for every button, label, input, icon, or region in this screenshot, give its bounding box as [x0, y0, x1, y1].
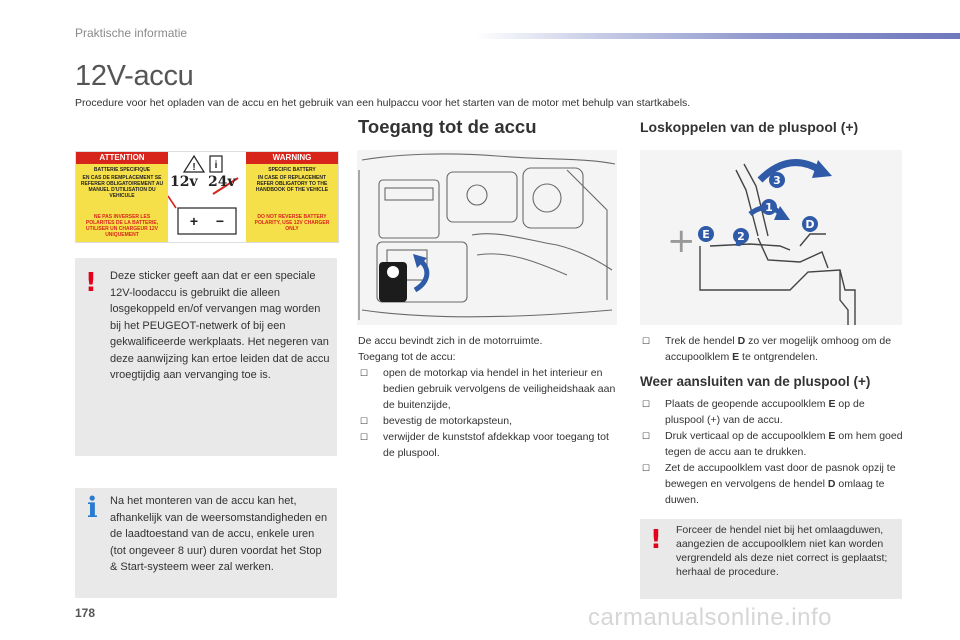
step-3-label: 3: [773, 174, 781, 187]
check-box-icon: ☐: [642, 431, 651, 441]
list-item: ☐ Druk verticaal op de accupoolklem E om hem goed tegen de accu aan te drukken.: [642, 430, 903, 458]
list-item: ☐ Trek de hendel D zo ver mogelijk omhoog om de accupoolklem E te ontgrendelen.: [642, 335, 892, 363]
warning-text-lever: Forceer de hendel niet bij het omlaagduwen, aangezien de accupoolklem niet kan worden vergrendeld als deze niet correct is geplaatst; herhaal de procedure.: [676, 524, 888, 578]
svg-text:i: i: [214, 160, 218, 171]
sticker-fr-red: NE PAS INVERSER LES POLARITES DE LA BATTERIE, UTILISER UN CHARGEUR 12V UNIQUEMENT: [85, 214, 159, 238]
step-2-label: 2: [737, 230, 745, 243]
engine-bay-illustration: [357, 150, 617, 325]
heading-access: Toegang tot de accu: [358, 116, 537, 137]
check-box-icon: ☐: [642, 463, 651, 473]
lever-d-label: D: [805, 218, 815, 231]
svg-text:+: +: [189, 213, 199, 229]
sticker-attention: ATTENTION: [76, 152, 168, 164]
section-header: Praktische informatie: [75, 26, 188, 40]
reconnect-instructions: [640, 396, 905, 508]
list-item: [358, 365, 623, 413]
check-box-icon: ☐: [642, 399, 651, 409]
sticker-pictograms: [168, 152, 246, 242]
page-number: 178: [75, 606, 96, 620]
disconnect-instructions: [640, 333, 905, 365]
access-p1: De accu bevindt zich in de motorruimte.: [358, 335, 543, 347]
plus-symbol: +: [667, 221, 696, 261]
battery-sticker: [75, 151, 339, 243]
sticker-fr-body: EN CAS DE REMPLACEMENT SE REFERER OBLIGATOIREMENT AU MANUEL D'UTILISATION DU VEHICULE: [80, 175, 164, 199]
access-step-3: verwijder de kunststof afdekkap voor toegang tot de pluspool.: [383, 431, 609, 459]
sticker-12v: 12v: [170, 174, 198, 190]
page-title: 12V-accu: [75, 60, 194, 92]
sticker-center: [168, 152, 246, 242]
list-item: [358, 429, 623, 461]
list-item: ☐ Plaats de geopende accupoolklem E op de pluspool (+) van de accu.: [642, 398, 865, 426]
sticker-warning: WARNING: [246, 152, 338, 164]
heading-reconnect: Weer aansluiten van de pluspool (+): [640, 374, 871, 389]
intro-text: Procedure voor het opladen van de accu en het gebruik van een hulpaccu voor het starten van de motor met behulp van startkabels.: [75, 97, 691, 109]
warning-box-lever: [640, 519, 902, 599]
sticker-en-body: IN CASE OF REPLACEMENT REFER OBLIGATORY TO THE HANDBOOK OF THE VEHICLE: [255, 175, 329, 193]
sticker-en-red: DO NOT REVERSE BATTERY POLARITY, USE 12V CHARGER ONLY: [254, 214, 330, 232]
warning-box-sticker: [75, 258, 337, 456]
sticker-fr-title: BATTERIE SPECIFIQUE: [93, 167, 151, 173]
check-box-icon: ☐: [360, 432, 369, 442]
check-box-icon: ☐: [642, 336, 651, 346]
info-text: Na het monteren van de accu kan het, afhankelijk van de weersomstandigheden en de laadtoestand van de accu, enkele uren (tot ongeveer 8 uur) duren voordat het Stop & Start-systeem weer zal werken.: [110, 495, 328, 573]
info-icon: i: [87, 491, 98, 524]
exclamation-icon: !: [650, 525, 662, 555]
info-box: [75, 488, 337, 598]
list-item: [358, 413, 623, 429]
sticker-en-panel: [246, 164, 338, 242]
warning-text-sticker: Deze sticker geeft aan dat er een speciale 12V-loodaccu is gebruikt die alleen losgekoppeld en/of vervangen mag worden bij het PEUGEOT-netwerk of bij een gekwalificeerde werkplaats. Het negeren van deze aanwijzing kan ertoe leiden dat de accu vroegtijdig aan vervanging toe is.: [110, 270, 330, 381]
step-1-label: 1: [765, 201, 773, 214]
check-box-icon: ☐: [360, 368, 369, 378]
clamp-e-label: E: [702, 228, 710, 241]
header-gradient-bar: [475, 33, 960, 39]
exclamation-icon: !: [85, 268, 97, 298]
check-box-icon: ☐: [360, 416, 369, 426]
heading-disconnect: Loskoppelen van de pluspool (+): [640, 119, 859, 135]
list-item: ☐ Zet de accupoolklem vast door de pasnok opzij te bewegen en vervolgens de hendel D omlaag te duwen.: [642, 462, 896, 506]
access-step-2: bevestig de motorkapsteun,: [383, 415, 512, 427]
sticker-24v: 24v: [208, 174, 236, 190]
access-step-1: open de motorkap via hendel in het interieur en bedien gebruik vervolgens de veiligheidshaak aan de buitenzijde,: [383, 367, 616, 411]
access-p2: Toegang tot de accu:: [358, 351, 456, 363]
sticker-en-title: SPECIFIC BATTERY: [268, 167, 316, 173]
access-instructions: [358, 333, 623, 461]
battery-clamp-diagram: [640, 150, 902, 325]
svg-text:!: !: [192, 162, 196, 173]
watermark: carmanualsonline.info: [588, 604, 832, 631]
svg-text:−: −: [215, 213, 225, 229]
sticker-fr-panel: [76, 164, 168, 242]
